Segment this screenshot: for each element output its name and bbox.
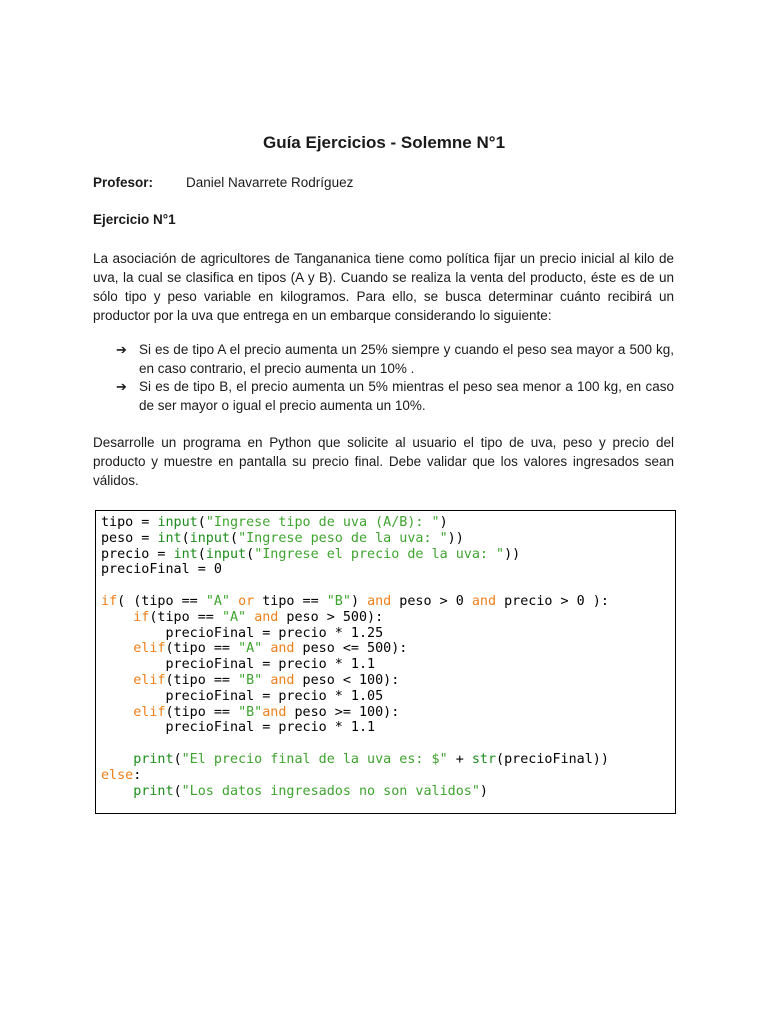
code-keyword: and	[270, 641, 295, 657]
code-text: (	[181, 530, 190, 546]
code-string: "Los datos ingresados no son validos"	[181, 783, 480, 799]
page-title: Guía Ejercicios - Solemne N°1	[262, 133, 506, 152]
code-text: precioFinal = precio * 1.1	[101, 657, 376, 673]
code-builtin: print	[133, 783, 174, 799]
code-text: (	[197, 546, 206, 562]
code-keyword: and	[471, 593, 497, 609]
code-text	[101, 673, 133, 688]
code-text: peso > 0	[391, 593, 472, 609]
code-line	[101, 673, 399, 688]
code-text	[101, 705, 133, 720]
code-text: (	[173, 751, 182, 767]
professor-row	[93, 175, 353, 190]
code-text: peso > 500):	[278, 609, 384, 625]
code-block	[95, 510, 676, 814]
exercise-heading: Ejercicio N°1	[93, 212, 176, 227]
code-keyword: and	[262, 704, 287, 720]
code-line	[101, 768, 141, 783]
problem-statement: La asociación de agricultores de Tangananica tiene como política fijar un precio inicial al kilo de uva, la cual se clasifica en tipos (A y B). Cuando se realiza la venta del producto, éste es de un sólo tipo y peso variable en kilogramos. Para ello, se busca determinar cuánto recibirá un productor por la uva que entrega en un embarque considerando lo siguiente:	[93, 251, 674, 323]
code-text: (tipo ==	[149, 609, 222, 625]
code-text	[101, 784, 133, 799]
code-builtin: input	[205, 546, 247, 562]
code-string: "Ingrese tipo de uva (A/B): "	[205, 515, 440, 530]
code-text: (	[197, 515, 206, 530]
code-builtin: input	[189, 530, 230, 546]
task-statement: Desarrolle un programa en Python que solicite al usuario el tipo de uva, peso y precio del producto y muestre en pantalla su precio final. Debe validar que los valores ingresados sean válidos.	[93, 435, 674, 488]
code-string: "A"	[238, 641, 263, 657]
code-keyword: and	[254, 609, 279, 625]
code-line	[101, 784, 488, 799]
code-builtin: print	[133, 751, 174, 767]
list-item-text: Si es de tipo B, el precio aumenta un 5% mientras el peso sea menor a 100 kg, en caso de ser mayor o igual el precio aumenta un 10%.	[139, 379, 674, 413]
list-item-text: Si es de tipo A el precio aumenta un 25% siempre y cuando el peso sea mayor a 500 kg, en caso contrario, el precio aumenta un 10% .	[139, 342, 674, 376]
code-keyword: elif	[133, 704, 166, 720]
code-builtin: int	[173, 546, 198, 562]
code-line	[101, 752, 609, 767]
code-line	[101, 594, 609, 609]
code-line	[101, 610, 383, 625]
code-line	[101, 515, 448, 530]
code-line	[101, 720, 375, 735]
code-string: "El precio final de la uva es: $"	[181, 751, 448, 767]
arrow-right-icon: ➔	[116, 342, 127, 357]
code-string: "Ingrese peso de la uva: "	[238, 530, 448, 546]
conditions-list	[93, 341, 674, 415]
code-text: tipo ==	[254, 593, 327, 609]
code-text: peso =	[101, 530, 158, 546]
code-text: :	[133, 767, 142, 783]
code-keyword: else	[101, 767, 134, 783]
code-text: (	[246, 546, 255, 562]
code-text: )	[439, 515, 448, 530]
code-builtin: input	[157, 515, 198, 530]
code-keyword: if	[133, 609, 150, 625]
code-text	[101, 752, 133, 767]
code-text: precio =	[101, 546, 174, 562]
code-text: ( (tipo ==	[117, 593, 206, 609]
code-text	[246, 610, 254, 625]
code-keyword: or	[238, 593, 255, 609]
code-text: +	[447, 751, 472, 767]
code-text: (precioFinal))	[496, 751, 609, 767]
code-line	[101, 562, 222, 577]
code-line	[101, 531, 464, 546]
code-text: ))	[504, 546, 521, 562]
code-text: (	[173, 783, 182, 799]
code-text: precioFinal = precio * 1.05	[101, 688, 384, 704]
code-text: precioFinal = precio * 1.25	[101, 625, 384, 641]
code-line	[101, 657, 375, 672]
code-string: "Ingrese el precio de la uva: "	[254, 546, 505, 562]
code-keyword: and	[367, 593, 392, 609]
code-text: (tipo ==	[165, 672, 239, 688]
professor-name: Daniel Navarrete Rodríguez	[186, 175, 354, 190]
code-keyword: if	[101, 593, 118, 609]
code-keyword: elif	[133, 672, 166, 688]
code-string: "A"	[205, 593, 230, 609]
code-string: "B"	[238, 704, 263, 720]
code-text: precio > 0 ):	[496, 593, 609, 609]
code-text	[101, 641, 133, 656]
code-line	[101, 626, 383, 641]
professor-label: Profesor:	[93, 175, 154, 190]
code-text: tipo =	[101, 515, 158, 530]
code-keyword: elif	[133, 641, 166, 657]
code-line	[101, 547, 520, 562]
code-builtin: int	[157, 530, 182, 546]
code-text: precioFinal = precio * 1.1	[101, 720, 376, 736]
code-keyword: and	[270, 672, 295, 688]
code-string: "A"	[221, 609, 247, 625]
list-item	[93, 341, 674, 378]
code-line	[101, 641, 407, 656]
code-text: peso >= 100):	[286, 704, 400, 720]
code-text: )	[479, 783, 488, 799]
code-text: (	[230, 530, 239, 546]
code-text: )	[350, 593, 368, 609]
code-string: "B"	[326, 593, 351, 609]
code-text: precioFinal = 0	[101, 562, 222, 578]
code-line	[101, 705, 399, 720]
code-text: (tipo ==	[165, 704, 239, 720]
code-text	[101, 610, 133, 625]
code-builtin: str	[471, 751, 497, 767]
code-text: peso <= 500):	[294, 641, 408, 657]
list-item	[93, 378, 674, 415]
code-text	[230, 594, 238, 609]
code-string: "B"	[238, 672, 263, 688]
code-text: ))	[447, 530, 464, 546]
arrow-right-icon: ➔	[116, 379, 127, 394]
code-text: peso < 100):	[294, 672, 400, 688]
python-code	[101, 515, 609, 799]
code-text: (tipo ==	[165, 641, 239, 657]
code-line	[101, 689, 383, 704]
